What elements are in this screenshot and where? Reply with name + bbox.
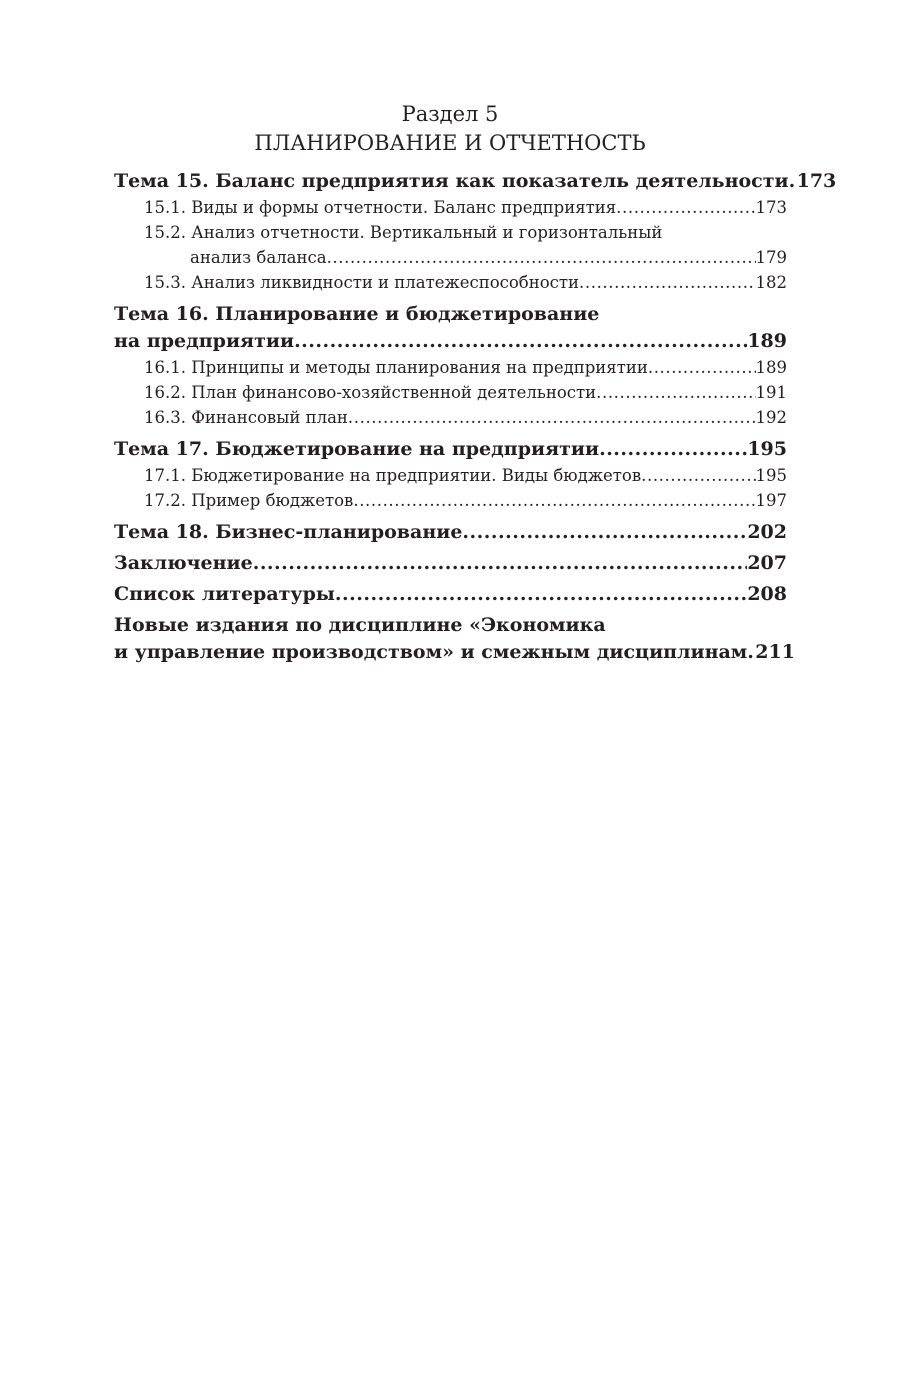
toc-topic-17[interactable]	[114, 436, 787, 463]
toc-page-number: 182	[755, 273, 787, 292]
toc-topic-18[interactable]	[114, 519, 787, 546]
toc-entry-title: 17.1. Бюджетирование на предприятии. Виды бюджетов	[144, 466, 642, 485]
toc-entry-title: Тема 15. Баланс предприятия как показатель деятельности	[114, 170, 789, 192]
dot-leader	[348, 405, 756, 430]
dot-leader	[648, 355, 756, 380]
toc-entry-title: Тема 17. Бюджетирование на предприятии	[114, 438, 600, 460]
dot-leader	[596, 380, 755, 405]
toc-page-number: 173	[796, 170, 837, 192]
dot-leader	[789, 168, 797, 195]
dot-leader	[462, 519, 747, 546]
toc-entry-title: и управление производством» и смежным дисциплинам	[114, 641, 748, 663]
toc-entry-title: 15.3. Анализ ликвидности и платежеспособности	[144, 273, 580, 292]
toc-entry-title: Тема 18. Бизнес-планирование	[114, 521, 463, 543]
toc-entry-title: 16.3. Финансовый план	[144, 408, 348, 427]
toc-conclusion[interactable]	[114, 550, 787, 577]
toc-new-editions-line1[interactable]: Новые издания по дисциплине «Экономика	[114, 614, 606, 636]
toc-entry-title: 17.2. Пример бюджетов	[144, 491, 354, 510]
dot-leader	[335, 581, 747, 608]
toc-entry-title: на предприятии	[114, 330, 295, 352]
toc-subtopic-17-1[interactable]	[114, 463, 787, 488]
dot-leader	[747, 639, 755, 666]
toc-page-number: 207	[747, 552, 787, 574]
toc-subtopic-15-1[interactable]	[114, 195, 787, 220]
toc-literature[interactable]	[114, 581, 787, 608]
toc-page-number: 208	[747, 583, 787, 605]
toc-topic-15[interactable]	[114, 168, 837, 195]
toc-topic-16-line1[interactable]: Тема 16. Планирование и бюджетирование	[114, 303, 600, 325]
section-heading	[0, 100, 900, 157]
dot-leader	[327, 245, 756, 270]
toc-new-editions[interactable]	[114, 639, 795, 666]
dot-leader	[353, 488, 755, 513]
toc-page-number: 211	[755, 641, 795, 663]
toc-page-number: 195	[747, 438, 787, 460]
toc-subtopic-17-2[interactable]	[114, 488, 787, 513]
dot-leader	[616, 195, 755, 220]
toc-subtopic-15-2-line1[interactable]: 15.2. Анализ отчетности. Вертикальный и горизонтальный	[144, 223, 663, 242]
toc-page-number: 191	[755, 383, 787, 402]
toc-subtopic-16-3[interactable]	[114, 405, 787, 430]
toc-entry-title: 15.1. Виды и формы отчетности. Баланс предприятия	[144, 198, 617, 217]
toc-page-number: 189	[747, 330, 787, 352]
toc-page-number: 179	[755, 248, 787, 267]
dot-leader	[294, 328, 747, 355]
table-of-contents	[114, 168, 837, 666]
toc-entry-title: анализ баланса	[190, 248, 327, 267]
toc-page-number: 202	[747, 521, 787, 543]
dot-leader	[599, 436, 747, 463]
toc-page-number: 195	[755, 466, 787, 485]
section-title: ПЛАНИРОВАНИЕ И ОТЧЕТНОСТЬ	[254, 131, 646, 155]
toc-entry-title: Список литературы	[114, 583, 335, 605]
dot-leader	[641, 463, 755, 488]
toc-subtopic-16-2[interactable]	[114, 380, 787, 405]
toc-page-number: 173	[755, 198, 787, 217]
toc-subtopic-15-2[interactable]	[114, 245, 787, 270]
section-number: Раздел 5	[401, 102, 499, 126]
toc-subtopic-15-3[interactable]	[114, 270, 787, 295]
toc-entry-title: 16.1. Принципы и методы планирования на предприятии	[144, 358, 648, 377]
toc-topic-16[interactable]	[114, 328, 787, 355]
toc-page-number: 197	[755, 491, 787, 510]
dot-leader	[253, 550, 748, 577]
toc-page-number: 189	[755, 358, 787, 377]
toc-entry-title: Заключение	[114, 552, 253, 574]
toc-entry-title: 16.2. План финансово-хозяйственной деятельности	[144, 383, 597, 402]
toc-page-number: 192	[755, 408, 787, 427]
toc-subtopic-16-1[interactable]	[114, 355, 787, 380]
dot-leader	[579, 270, 755, 295]
